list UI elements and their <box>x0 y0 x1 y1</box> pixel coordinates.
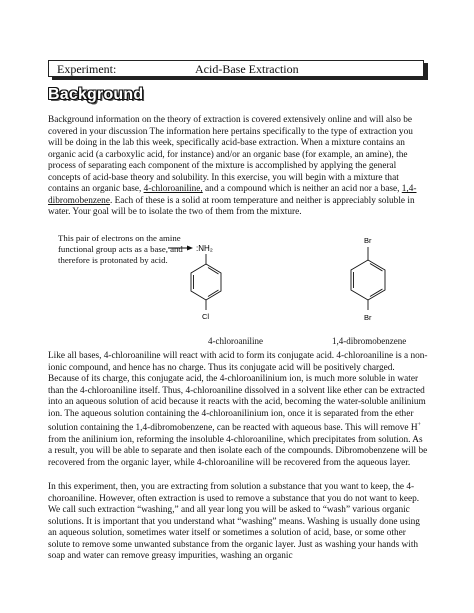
compound-link-dibromobenzene[interactable]: 1,4-dibromobenzene <box>48 184 417 206</box>
structures-figure <box>40 226 440 346</box>
plus-superscript: + <box>417 422 421 429</box>
chloroaniline-structure <box>191 244 221 321</box>
dibromobenzene-structure <box>351 236 385 322</box>
experiment-title: Acid-Base Extraction <box>195 62 299 76</box>
amine-group-label: :NH₂ <box>196 244 213 253</box>
chlorine-label: Cl <box>202 312 210 321</box>
washing-paragraph: In this experiment, then, you are extracting from solution a substance that you want to keep, the 4-choroaniline. However, often extraction is used to remove a substance that you do not want to keep. We call such extraction “washing,” and all year long you will be asked to “wash” various organic solutions. It is important that you understand what “washing” means. Washing is usually done using an aqueous solution, sometimes water itself or sometimes a solution of acid, base, or some other solute to remove some unwanted substance from the organic layer. Just as washing your hands with soap and water can remove greasy impurities, washing an organic <box>48 482 420 562</box>
callout-arrow <box>168 246 193 251</box>
bromine-top-label: Br <box>364 236 372 245</box>
bases-text-2: from the anilinium ion, reforming the insoluble 4-chloroaniline, which precipitates from solution. As a result, you will be able to separate and then isolate each of the compounds. Dibromobenzene will be recovered from the organic layer, while 4-chloroaniline will be recovered from the aqueous layer. <box>48 434 428 469</box>
experiment-label: Experiment: <box>57 62 117 76</box>
bases-text-1: Like all bases, 4-chloroaniline will react with acid to form its conjugate acid. 4-chloroaniline is a non-ionic compound, and hence has no charge. Thus its conjugate acid will be positively charged. Because of its charge, this conjugate acid, the 4-chloroanilinium ion, is much more soluble in water than the 4-chloroaniline itself. Thus, 4-chloroaniline dissolved in a solvent like ether can be extracted into an aqueous solution of acid because it reacts with the acid, becoming the water-soluble anilinium ion. The aqueous solution containing the 4-chloroanilinium ion, once it is separated from the ether solution containing the 1,4-dibromobenzene, can be reacted with aqueous base. This will remove H <box>48 351 428 434</box>
bases-paragraph <box>48 351 428 470</box>
compound-link-chloroaniline[interactable]: 4-chloroaniline, <box>143 184 203 195</box>
intro-paragraph <box>48 115 428 219</box>
bromine-bottom-label: Br <box>364 313 372 322</box>
intro-text-2: and a compound which is neither an acid nor a base, <box>202 184 402 195</box>
caption-chloroaniline: 4-chloroaniline <box>208 336 263 346</box>
section-heading-background: Background <box>48 86 144 103</box>
amine-callout-text: This pair of electrons on the amine functional group acts as a base, and therefore is protonated by acid. <box>58 233 183 265</box>
intro-text-1: Background information on the theory of extraction is covered extensively online and will also be covered in your discussion The information here pertains specifically to the type of extraction you will be doing in the lab this week, specifically acid-base extraction. When a mixture contains an organic acid (a carboxylic acid, for instance) and/or an organic base (for example, an amine), the process of separating each component of the mixture is accomplished by applying the general concepts of acid-base theory and solubility. In this exercise, you will begin with a mixture that contains an organic base, <box>48 115 413 195</box>
molecule-drawings <box>40 226 440 346</box>
intro-text-3: . Each of these is a solid at room temperature and neither is appreciably soluble in water. Your goal will be to isolate the two of them from the mixture. <box>48 195 415 218</box>
caption-dibromobenzene: 1,4-dibromobenzene <box>332 336 407 346</box>
experiment-title-box <box>48 60 424 77</box>
